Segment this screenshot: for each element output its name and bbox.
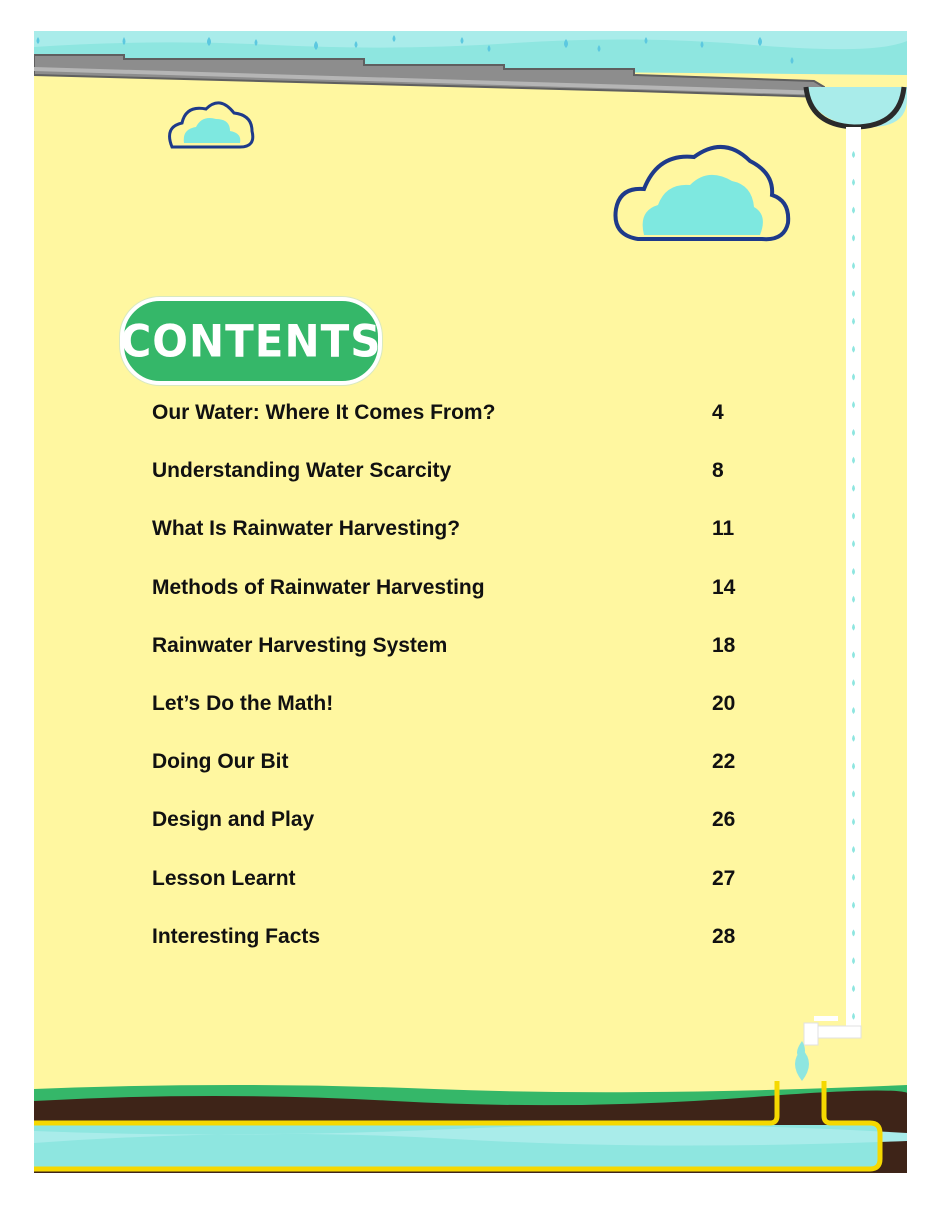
- toc-entry-page-number: 8: [712, 459, 724, 483]
- toc-entry-title: What Is Rainwater Harvesting?: [152, 517, 461, 541]
- toc-entry-title: Rainwater Harvesting System: [152, 633, 448, 657]
- toc-entry[interactable]: [152, 925, 772, 983]
- toc-entry-title: Understanding Water Scarcity: [152, 459, 452, 483]
- toc-entry-page-number: 22: [712, 750, 736, 774]
- toc-entry-page-number: 11: [712, 517, 735, 541]
- toc-entry-title: Let’s Do the Math!: [152, 691, 334, 715]
- toc-entry-page-number: 28: [712, 924, 736, 948]
- toc-entry-page-number: 18: [712, 633, 736, 657]
- table-of-contents: [152, 401, 772, 983]
- contents-title-badge: [120, 297, 382, 385]
- toc-entry[interactable]: [152, 634, 772, 692]
- contents-page: [34, 31, 907, 1173]
- toc-entry-page-number: 20: [712, 691, 736, 715]
- toc-entry[interactable]: [152, 459, 772, 517]
- toc-entry-page-number: 14: [712, 575, 736, 599]
- gutter-pipe-icon: [806, 87, 907, 127]
- page-title: CONTENTS: [120, 315, 382, 367]
- toc-entry-title: Design and Play: [152, 808, 315, 832]
- toc-entry[interactable]: [152, 808, 772, 866]
- toc-entry-title: Methods of Rainwater Harvesting: [152, 575, 485, 599]
- toc-entry-page-number: 26: [712, 808, 736, 832]
- toc-entry[interactable]: [152, 576, 772, 634]
- toc-entry-title: Doing Our Bit: [152, 750, 289, 774]
- toc-entry[interactable]: [152, 750, 772, 808]
- cloud-icon: [615, 147, 788, 239]
- cloud-icon: [170, 103, 253, 147]
- toc-entry[interactable]: [152, 517, 772, 575]
- toc-entry[interactable]: [152, 401, 772, 459]
- toc-entry[interactable]: [152, 692, 772, 750]
- toc-entry-title: Lesson Learnt: [152, 866, 296, 890]
- rain-drop-icon: [795, 1049, 809, 1081]
- toc-entry-title: Our Water: Where It Comes From?: [152, 401, 496, 424]
- toc-entry-title: Interesting Facts: [152, 924, 321, 948]
- toc-entry[interactable]: [152, 867, 772, 925]
- toc-entry-page-number: 4: [712, 401, 724, 424]
- ground: [34, 1081, 907, 1173]
- toc-entry-page-number: 27: [712, 866, 736, 890]
